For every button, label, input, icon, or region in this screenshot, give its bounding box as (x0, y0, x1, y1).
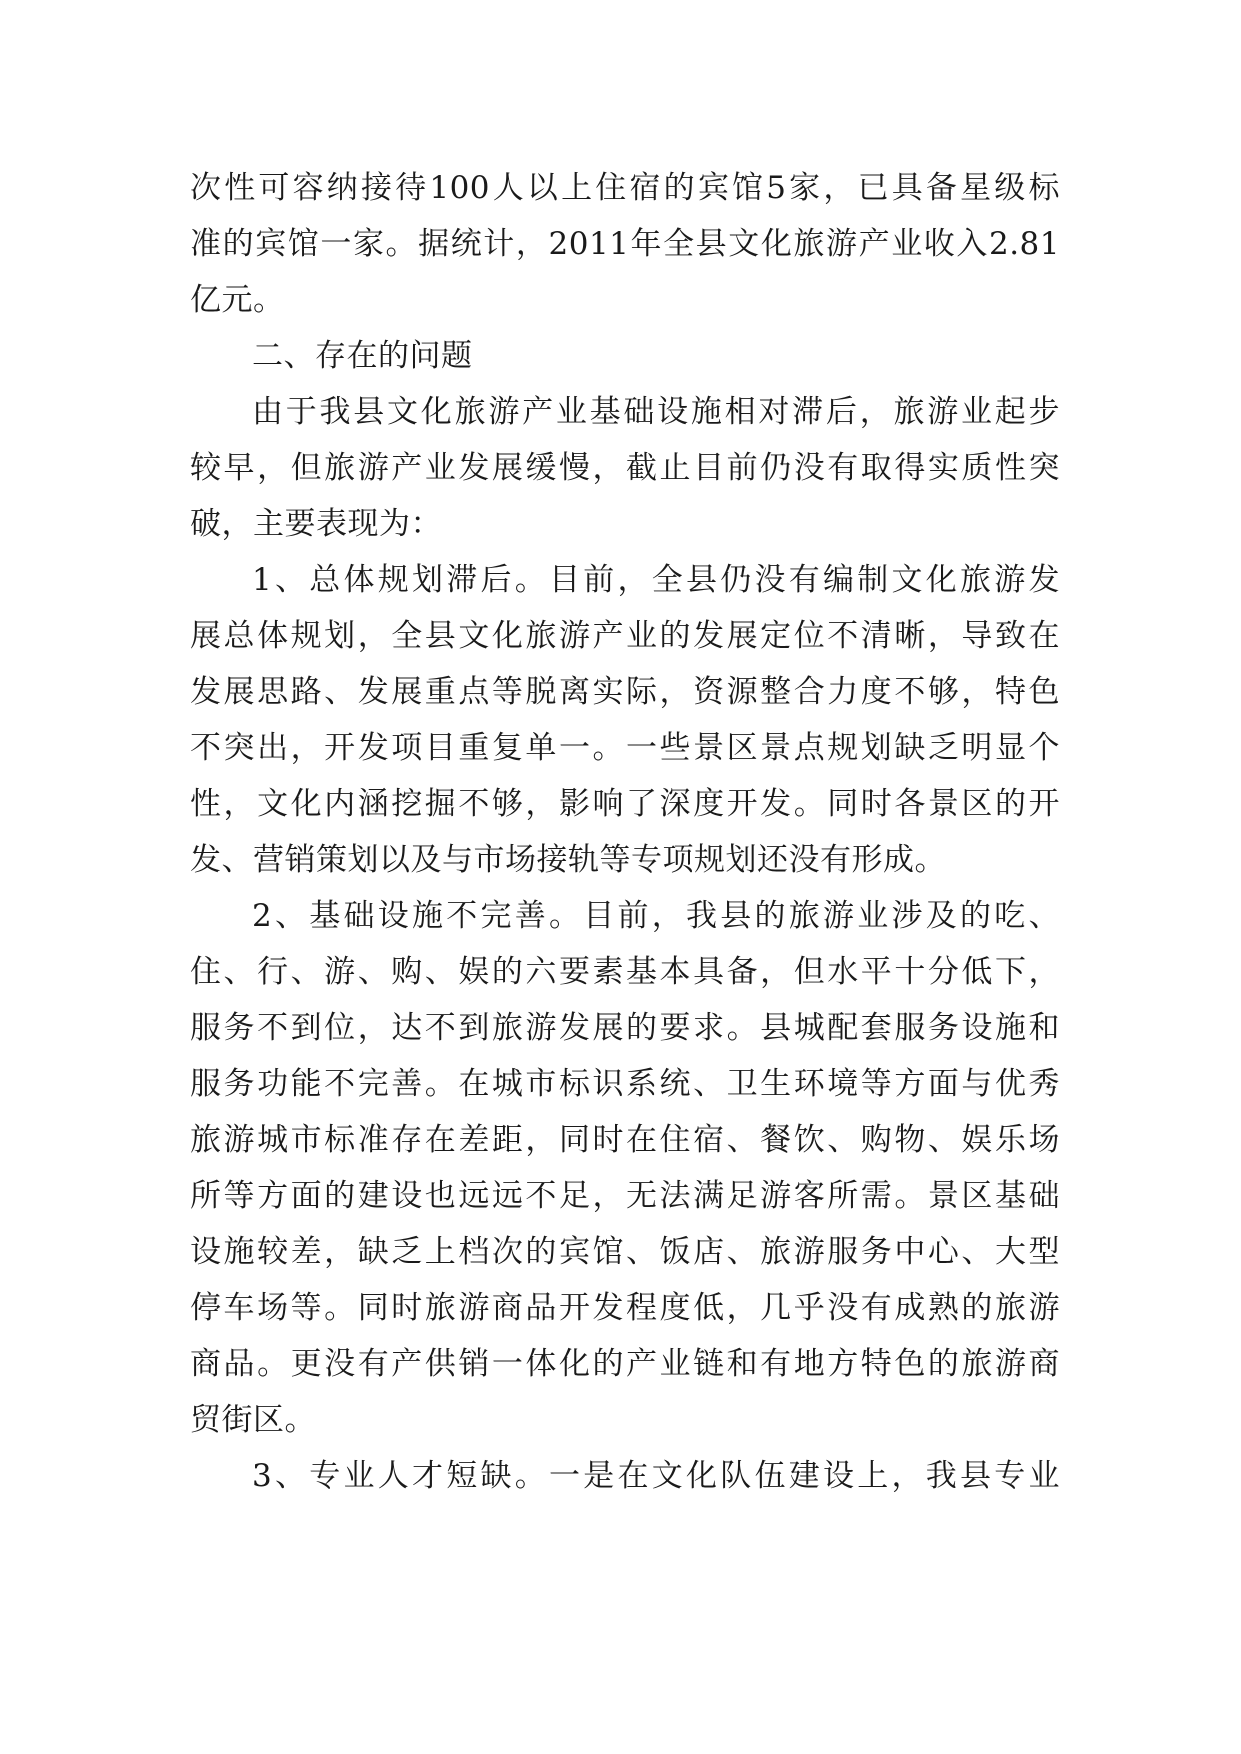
text-line: 商品。更没有产供销一体化的产业链和有地方特色的旅游商 (190, 1346, 1060, 1382)
text-line: 住、行、游、购、娱的六要素基本具备，但水平十分低下， (190, 954, 1060, 990)
text-line: 服务功能不完善。在城市标识系统、卫生环境等方面与优秀 (190, 1066, 1060, 1102)
text-line: 次性可容纳接待100人以上住宿的宾馆5家，已具备星级标 (190, 170, 1060, 206)
text-line: 设施较差，缺乏上档次的宾馆、饭店、旅游服务中心、大型 (190, 1234, 1060, 1270)
text-line: 性，文化内涵挖掘不够，影响了深度开发。同时各景区的开 (190, 786, 1060, 822)
text-line: 准的宾馆一家。据统计，2011年全县文化旅游产业收入2.81 (190, 226, 1060, 262)
text-line: 亿元。 (190, 282, 285, 318)
text-line: 展总体规划，全县文化旅游产业的发展定位不清晰，导致在 (190, 618, 1060, 654)
text-line: 发、营销策划以及与市场接轨等专项规划还没有形成。 (190, 842, 946, 878)
text-line: 2、基础设施不完善。目前，我县的旅游业涉及的吃、 (252, 898, 1060, 934)
text-line: 由于我县文化旅游产业基础设施相对滞后，旅游业起步 (252, 394, 1060, 430)
text-line: 服务不到位，达不到旅游发展的要求。县城配套服务设施和 (190, 1010, 1060, 1046)
text-line: 所等方面的建设也远远不足，无法满足游客所需。景区基础 (190, 1178, 1060, 1214)
text-line: 发展思路、发展重点等脱离实际，资源整合力度不够，特色 (190, 674, 1060, 710)
text-line: 1、总体规划滞后。目前，全县仍没有编制文化旅游发 (252, 562, 1060, 598)
text-line: 不突出，开发项目重复单一。一些景区景点规划缺乏明显个 (190, 730, 1060, 766)
document-body (190, 160, 1060, 1504)
text-line: 贸街区。 (190, 1402, 316, 1438)
text-line: 3、专业人才短缺。一是在文化队伍建设上，我县专业 (252, 1458, 1060, 1494)
text-line: 破，主要表现为： (190, 506, 442, 542)
text-line: 停车场等。同时旅游商品开发程度低，几乎没有成熟的旅游 (190, 1290, 1060, 1326)
text-line: 较早，但旅游产业发展缓慢，截止目前仍没有取得实质性突 (190, 450, 1060, 486)
text-line: 旅游城市标准存在差距，同时在住宿、餐饮、购物、娱乐场 (190, 1122, 1060, 1158)
section-heading: 二、存在的问题 (252, 338, 473, 374)
